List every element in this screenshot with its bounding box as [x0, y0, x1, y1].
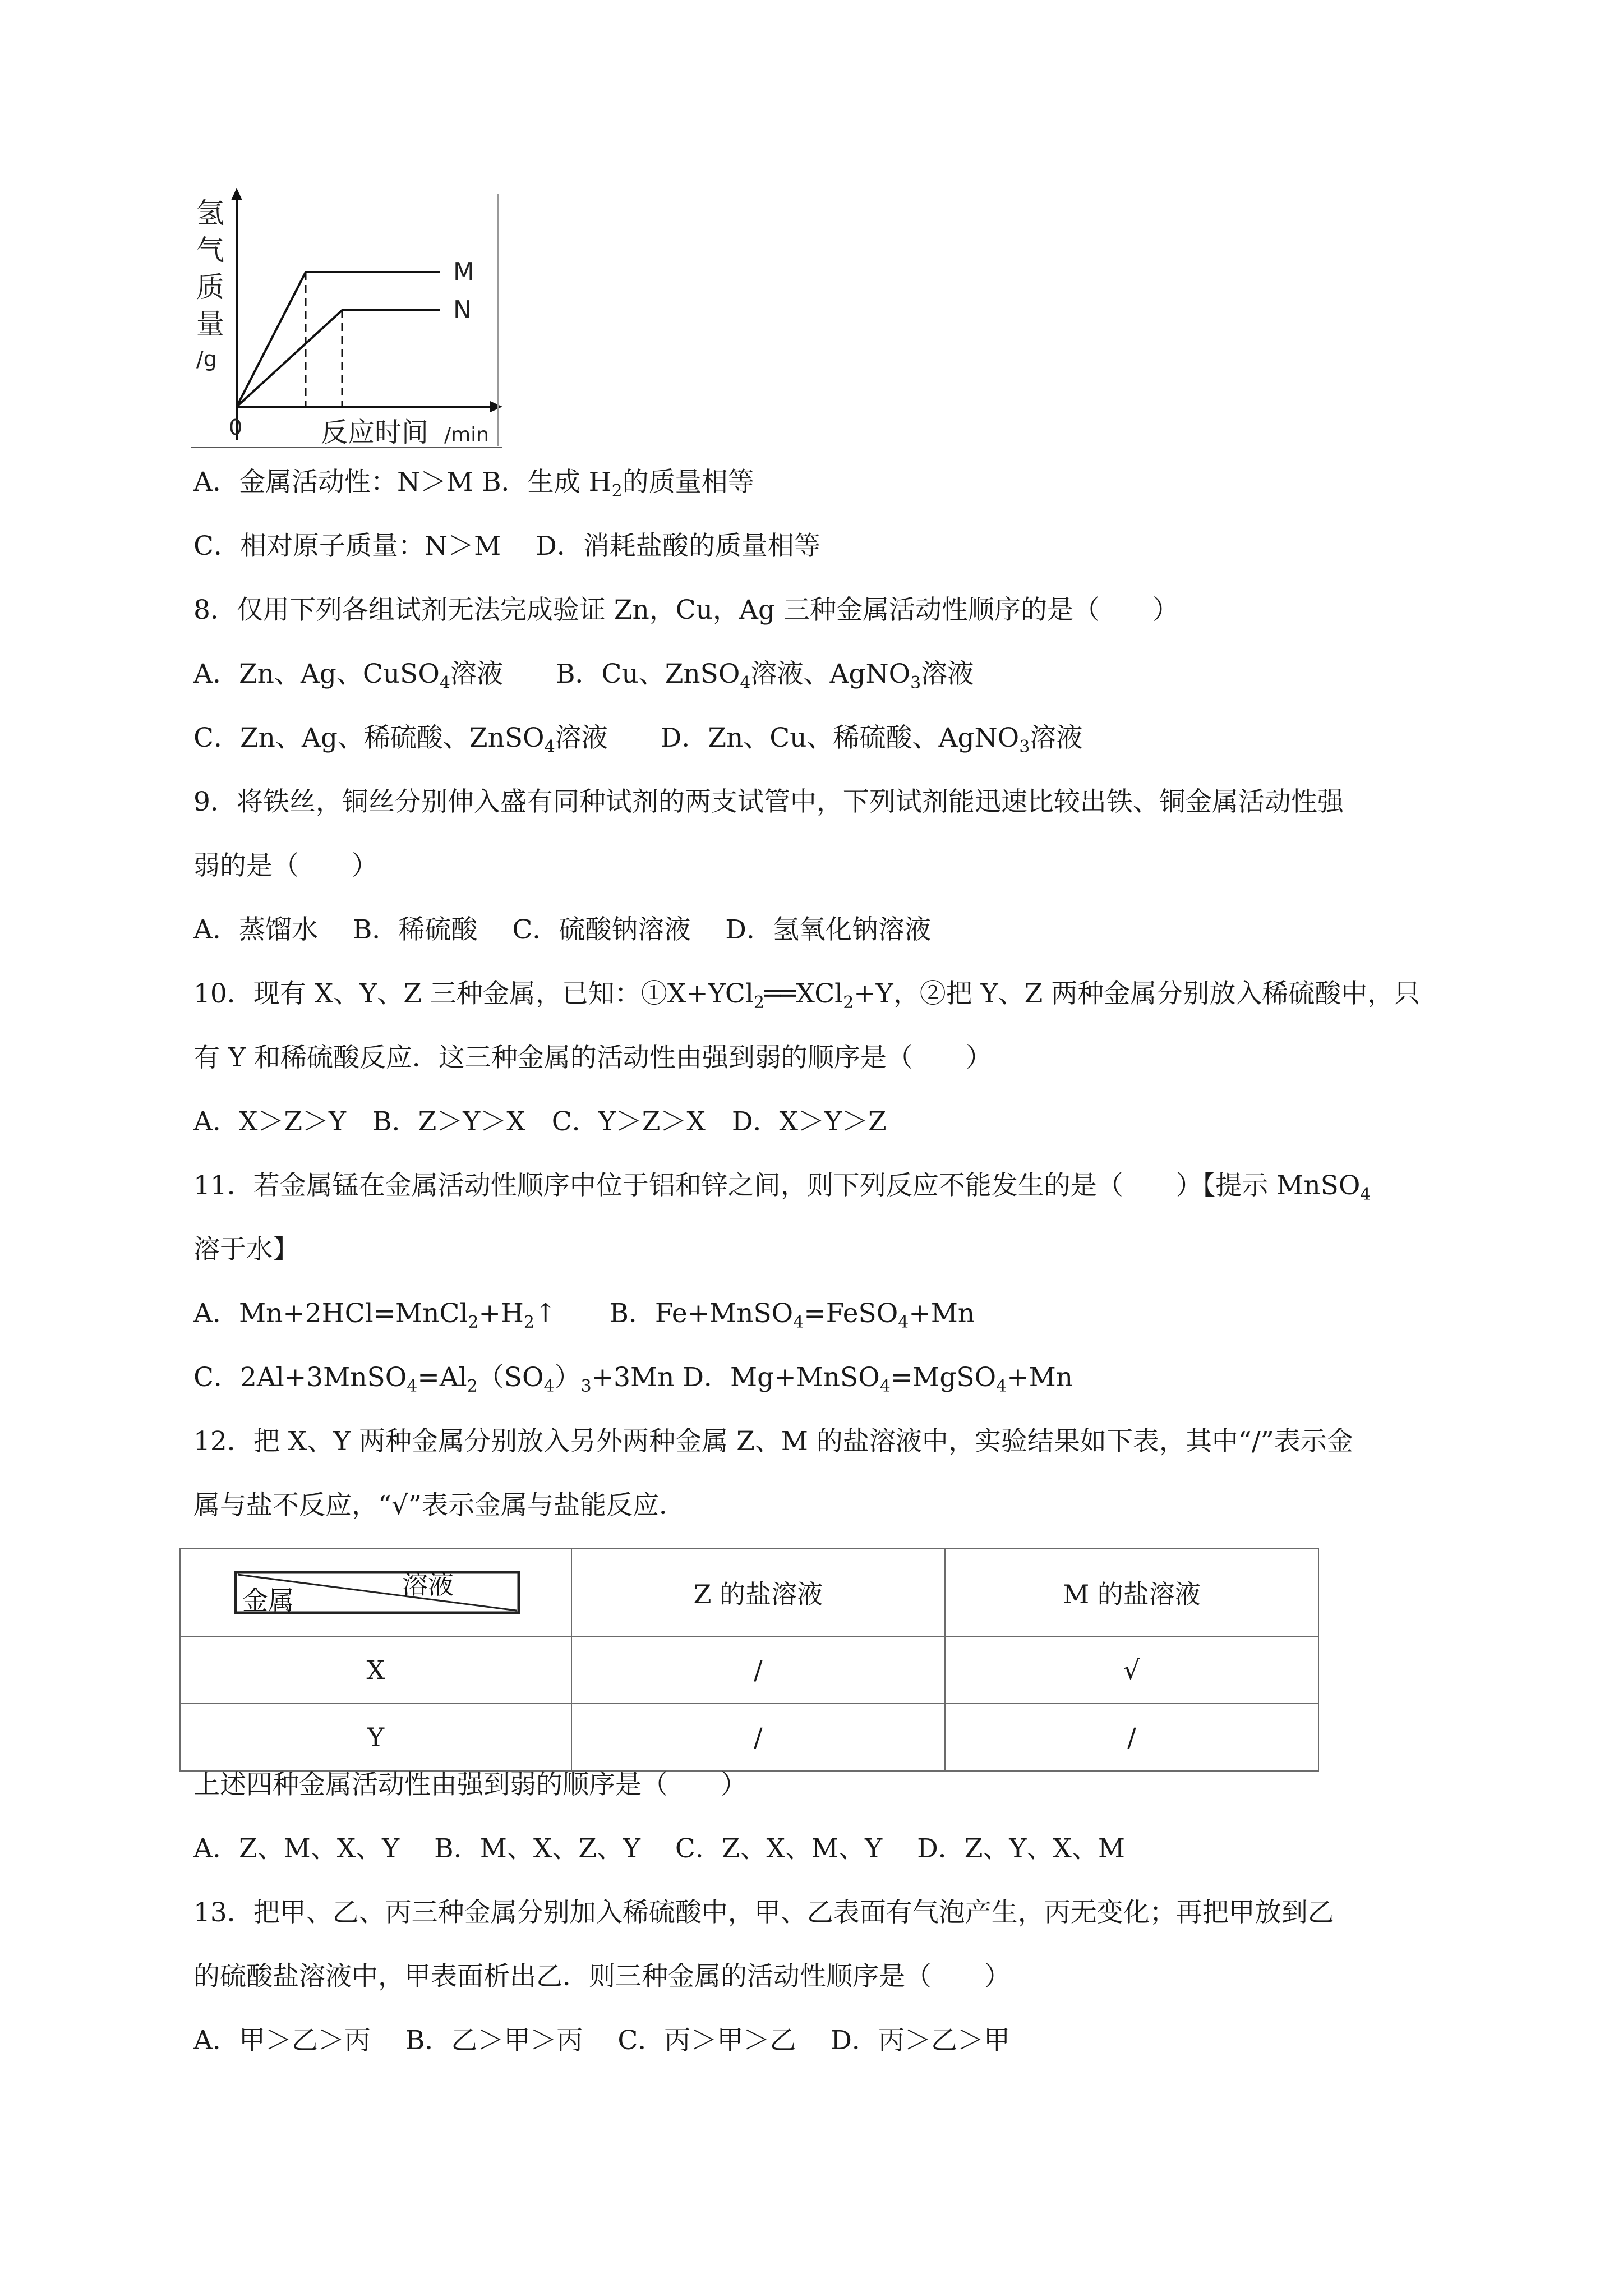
table-corner-cell — [180, 1549, 571, 1636]
q10-options: A．X＞Z＞Y B．Z＞Y＞X C．Y＞Z＞X D．X＞Y＞Z — [193, 1106, 887, 1137]
hydrogen-mass-graph — [191, 188, 505, 452]
series-N-label: N — [453, 296, 472, 324]
y-axis-label-char-1: 氢 — [196, 197, 224, 229]
row-metal-y: Y — [180, 1704, 571, 1771]
q11-stem-line-1: 11．若金属锰在金属活动性顺序中位于铝和锌之间，则下列反应不能发生的是（ ）【提示 MnSO$_4$ — [193, 1170, 1371, 1204]
q12-stem-line-2: 属与盐不反应，“√”表示金属与盐能反应． — [193, 1490, 686, 1521]
q13-stem-line-1: 13．把甲、乙、丙三种金属分别加入稀硫酸中，甲、乙表面有气泡产生，丙无变化；再把甲放到乙 — [193, 1897, 1334, 1928]
x-axis-label: 反应时间 — [321, 417, 429, 448]
q10-stem-line-2: 有 Y 和稀硫酸反应．这三种金属的活动性由强到弱的顺序是（ ） — [193, 1042, 992, 1073]
x-axis-unit: /min — [444, 424, 490, 447]
q12-stem-line-1: 12．把 X、Y 两种金属分别放入另外两种金属 Z、M 的盐溶液中，实验结果如下表，其中“/”表示金 — [193, 1426, 1353, 1457]
y-axis-label-char-2: 气 — [196, 234, 224, 266]
series-M-line — [237, 272, 440, 407]
series-M-label: M — [453, 257, 474, 286]
q11-stem-line-2: 溶于水】 — [193, 1234, 299, 1265]
row-metal-x: X — [180, 1636, 571, 1704]
q12-result-table — [179, 1548, 1319, 1772]
q8-stem: 8．仅用下列各组试剂无法完成验证 Zn，Cu，Ag 三种金属活动性顺序的是（ ） — [193, 595, 1179, 625]
q13-options: A．甲＞乙＞丙 B．乙＞甲＞丙 C．丙＞甲＞乙 D．丙＞乙＞甲 — [193, 2025, 1010, 2056]
q9-stem-line-1: 9．将铁丝，铜丝分别伸入盛有同种试剂的两支试管中，下列试剂能迅速比较出铁、铜金属活动性强 — [193, 786, 1344, 817]
q7-options-line-1: A．金属活动性：N＞M B．生成 $H_2$的质量相等 — [193, 467, 754, 501]
cell-y-m: / — [945, 1704, 1318, 1771]
q12-after-text: 上述四种金属活动性由强到弱的顺序是（ ） — [193, 1769, 747, 1800]
q8-options-cd: C．Zn、Ag、稀硫酸、ZnSO$_4$溶液 D．Zn、Cu、稀硫酸、AgNO$_3$溶液 — [193, 723, 1083, 757]
y-axis-label-char-4: 量 — [196, 308, 224, 341]
col-header-z: Z 的盐溶液 — [571, 1549, 945, 1636]
q8-options-ab: A．Zn、Ag、CuSO$_4$溶液 B．Cu、ZnSO$_4$溶液、AgNO$_3$溶液 — [193, 659, 974, 693]
y-axis-label-char-3: 质 — [196, 271, 224, 303]
cell-y-z: / — [571, 1704, 945, 1771]
q10-stem-line-1: 10．现有 X、Y、Z 三种金属，已知：①X+YCl$_2$══XCl$_2$+Y，②把 Y、Z 两种金属分别放入稀硫酸中，只 — [193, 978, 1421, 1013]
q7-options-line-2: C．相对原子质量：N＞M D．消耗盐酸的质量相等 — [193, 531, 820, 562]
col-header-m: M 的盐溶液 — [945, 1549, 1318, 1636]
series-N-line — [237, 310, 440, 407]
cell-x-z: / — [571, 1636, 945, 1704]
q12-options: A．Z、M、X、Y B．M、X、Z、Y C．Z、X、M、Y D．Z、Y、X、M — [193, 1833, 1126, 1864]
table-row — [180, 1636, 1318, 1704]
origin-label: 0 — [229, 415, 243, 440]
cell-x-m: √ — [945, 1636, 1318, 1704]
corner-metal-label: 金属 — [242, 1585, 294, 1616]
q13-stem-line-2: 的硫酸盐溶液中，甲表面析出乙．则三种金属的活动性顺序是（ ） — [193, 1961, 1011, 1992]
q11-options-ab: A．$Mn+2HCl=MnCl_2+H_2↑$ B．Fe+MnSO$_4$=FeSO$_4$+Mn — [193, 1298, 975, 1332]
q9-options: A．蒸馏水 B．稀硫酸 C．硫酸钠溶液 D．氢氧化钠溶液 — [193, 914, 931, 945]
y-axis-unit: /g — [196, 347, 217, 371]
table-row — [180, 1704, 1318, 1771]
corner-solution-label: 溶液 — [402, 1570, 454, 1600]
q9-stem-line-2: 弱的是（ ） — [193, 850, 378, 881]
q11-options-cd: C．$2Al+3MnSO_4=Al_2(SO_4)_3+3Mn$ D．Mg+MnSO$_4$=MgSO$_4$+Mn — [193, 1362, 1073, 1396]
